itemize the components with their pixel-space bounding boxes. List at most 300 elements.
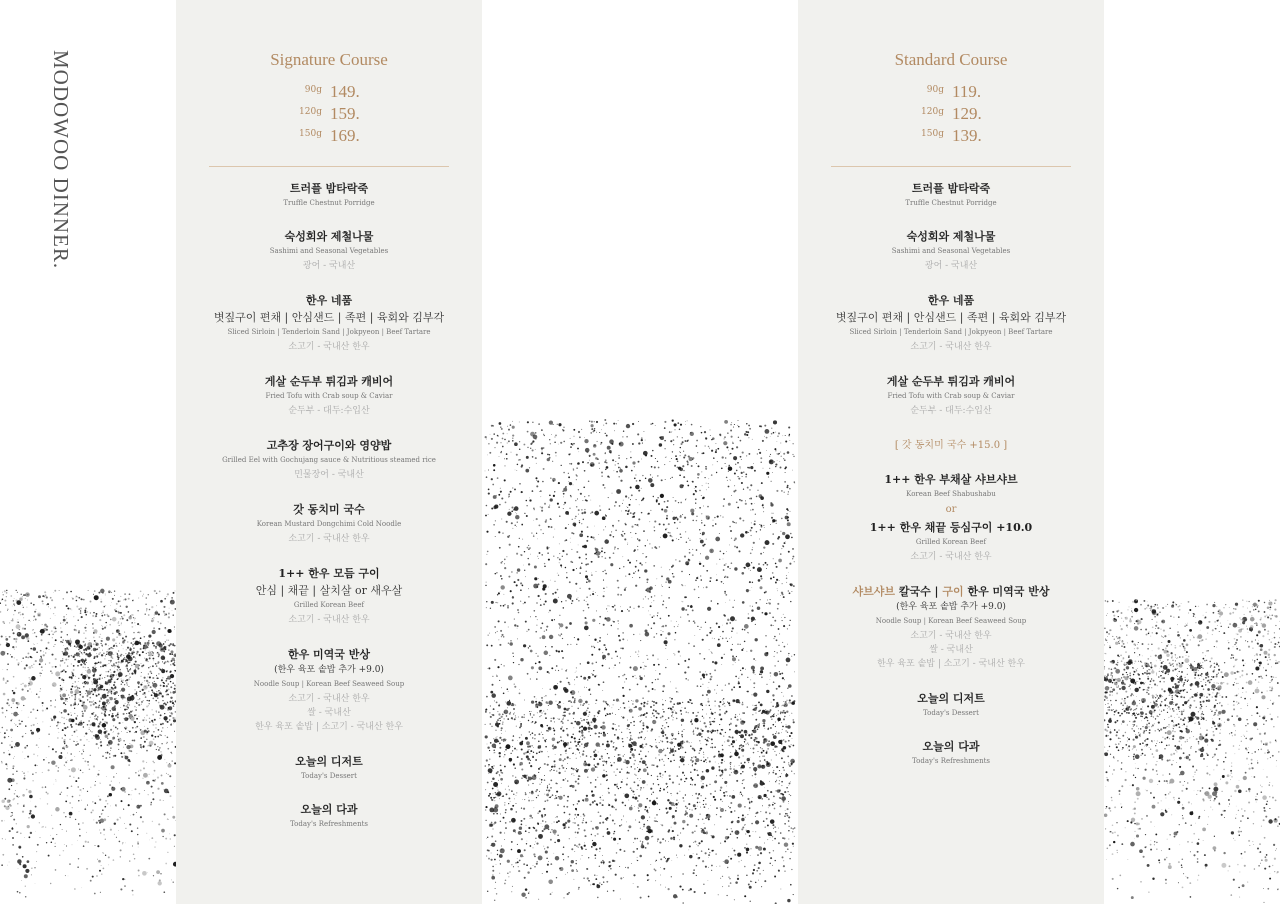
ink-dot: [650, 615, 651, 616]
ink-dot: [581, 726, 583, 728]
ink-dot: [752, 509, 754, 511]
ink-dot: [620, 877, 622, 879]
ink-dot: [669, 461, 670, 462]
ink-dot: [752, 549, 753, 550]
ink-dot: [743, 721, 745, 723]
ink-dot: [645, 589, 647, 591]
ink-dot: [654, 595, 655, 596]
ink-dot: [609, 668, 610, 669]
ink-dot: [784, 823, 786, 825]
ink-dot: [669, 569, 670, 570]
ink-dot: [693, 730, 694, 731]
ink-dot: [529, 711, 530, 712]
ink-dot: [553, 424, 554, 425]
ink-dot: [523, 565, 524, 566]
ink-dot: [92, 615, 94, 617]
ink-dot: [794, 481, 795, 482]
ink-dot: [516, 792, 517, 793]
ink-dot: [726, 563, 727, 564]
ink-dot: [123, 747, 124, 748]
ink-dot: [744, 641, 746, 643]
ink-dot: [735, 725, 737, 727]
ink-dot: [648, 598, 649, 599]
ink-dot: [714, 746, 716, 748]
ink-dot: [756, 870, 758, 872]
ink-dot: [601, 547, 603, 549]
ink-dot: [686, 807, 687, 808]
ink-dot: [769, 852, 771, 854]
ink-dot: [711, 474, 713, 476]
ink-dot: [708, 808, 709, 809]
ink-dot: [5, 716, 6, 717]
ink-dot: [549, 655, 550, 656]
ink-dot: [744, 624, 749, 629]
ink-dot: [706, 705, 707, 706]
ink-dot: [108, 645, 109, 646]
ink-dot: [717, 516, 719, 518]
ink-dot: [716, 574, 717, 575]
ink-dot: [672, 451, 673, 452]
ink-dot: [784, 542, 786, 544]
ink-dot: [97, 859, 98, 860]
ink-dot: [617, 783, 618, 784]
ink-dot: [637, 767, 638, 768]
ink-dot: [708, 880, 709, 881]
ink-dot: [606, 881, 608, 883]
ink-dot: [536, 625, 537, 626]
ink-dot: [531, 778, 532, 779]
ink-dot: [591, 721, 593, 723]
ink-dot: [698, 733, 701, 736]
ink-dot: [602, 655, 606, 659]
ink-dot: [638, 606, 640, 608]
ink-dot: [495, 536, 496, 537]
ink-dot: [557, 503, 559, 505]
ink-dot: [557, 424, 558, 425]
ink-dot: [492, 743, 497, 748]
ink-dot: [770, 857, 772, 859]
ink-dot: [102, 719, 104, 721]
ink-dot: [596, 885, 600, 889]
ink-dot: [772, 804, 774, 806]
ink-dot: [637, 857, 638, 858]
ink-dot: [762, 612, 764, 614]
ink-dot: [787, 688, 788, 689]
ink-dot: [77, 840, 78, 841]
ink-dot: [641, 843, 643, 845]
ink-dot: [628, 772, 629, 773]
ink-dot: [501, 783, 502, 784]
ink-dot: [767, 599, 768, 600]
ink-dot: [653, 565, 655, 567]
ink-dot: [792, 556, 794, 558]
ink-dot: [687, 614, 689, 616]
ink-dot: [559, 628, 560, 629]
ink-dot: [584, 511, 586, 513]
ink-dot: [755, 624, 756, 625]
ink-dot: [750, 855, 751, 856]
ink-dot: [755, 712, 756, 713]
ink-dot: [586, 711, 587, 712]
ink-dot: [750, 510, 751, 511]
ink-dot: [583, 486, 585, 488]
ink-dot: [788, 830, 789, 831]
ink-dot: [730, 755, 731, 756]
ink-dot: [507, 536, 509, 538]
ink-dot: [636, 678, 637, 679]
ink-dot: [697, 685, 699, 687]
ink-dot: [154, 719, 156, 721]
ink-dot: [590, 782, 592, 784]
ink-dot: [615, 747, 617, 749]
ink-dot: [56, 725, 57, 726]
ink-dot: [651, 455, 653, 457]
ink-dot: [750, 748, 751, 749]
ink-dot: [515, 717, 516, 718]
ink-dot: [651, 628, 652, 629]
ink-dot: [752, 763, 754, 765]
ink-dot: [653, 783, 654, 784]
ink-dot: [46, 842, 47, 843]
ink-dot: [167, 593, 169, 595]
ink-dot: [585, 564, 587, 566]
ink-dot: [72, 610, 73, 611]
ink-dot: [502, 446, 504, 448]
ink-dot: [694, 769, 696, 771]
ink-dot: [511, 790, 513, 792]
ink-dot: [771, 517, 773, 519]
ink-dot: [119, 841, 121, 843]
ink-dot: [625, 576, 626, 577]
ink-dot: [685, 421, 686, 422]
ink-dot: [763, 722, 765, 724]
ink-dot: [739, 714, 740, 715]
ink-dot: [657, 612, 658, 613]
ink-dot: [596, 662, 597, 663]
ink-dot: [629, 624, 633, 628]
ink-dot: [541, 715, 542, 716]
ink-dot: [549, 610, 551, 612]
ink-dot: [655, 818, 656, 819]
ink-dot: [648, 879, 649, 880]
ink-dot: [760, 852, 762, 854]
ink-dot: [688, 679, 689, 680]
ink-dot: [614, 605, 616, 607]
ink-dot: [500, 605, 502, 607]
ink-dot: [491, 714, 492, 715]
ink-dot: [490, 772, 492, 774]
ink-dot: [681, 724, 682, 725]
ink-dot: [696, 516, 697, 517]
ink-dot: [590, 756, 591, 757]
ink-dot: [738, 420, 739, 421]
ink-dot: [637, 784, 639, 786]
ink-dot: [696, 825, 698, 827]
ink-dot: [659, 546, 660, 547]
ink-dot: [643, 498, 645, 500]
ink-dot: [657, 497, 658, 498]
ink-dot: [622, 687, 624, 689]
ink-dot: [550, 787, 552, 789]
ink-dot: [781, 796, 786, 801]
ink-dot: [594, 428, 595, 429]
ink-dot: [87, 841, 89, 843]
ink-dot: [67, 787, 69, 789]
ink-dot: [635, 706, 637, 708]
ink-dot: [562, 719, 563, 720]
ink-dot: [121, 623, 122, 624]
ink-dot: [630, 748, 633, 751]
ink-dot: [615, 609, 616, 610]
ink-dot: [753, 682, 755, 684]
ink-dot: [508, 786, 509, 787]
ink-dot: [737, 425, 738, 426]
ink-dot: [607, 819, 608, 820]
ink-dot: [500, 778, 503, 781]
ink-dot: [755, 638, 758, 641]
ink-dot: [501, 519, 502, 520]
ink-dot: [504, 465, 505, 466]
ink-dot: [742, 629, 744, 631]
ink-dot: [715, 449, 717, 451]
ink-dot: [746, 848, 750, 852]
ink-dot: [766, 564, 768, 566]
ink-dot: [558, 820, 560, 822]
ink-dot: [101, 674, 102, 675]
ink-dot: [555, 783, 557, 785]
ink-dot: [48, 634, 50, 636]
ink-dot: [519, 459, 521, 461]
ink-dot: [621, 511, 622, 512]
ink-dot: [641, 500, 642, 501]
ink-dot: [533, 508, 534, 509]
ink-dot: [524, 602, 526, 604]
ink-dot: [708, 849, 709, 850]
ink-dot: [751, 587, 752, 588]
ink-dot: [740, 677, 741, 678]
ink-dot: [761, 676, 763, 678]
ink-dot: [692, 712, 694, 714]
ink-dot: [693, 645, 695, 647]
ink-dot: [581, 509, 582, 510]
ink-dot: [744, 825, 745, 826]
ink-dot: [620, 899, 621, 900]
ink-dot: [788, 551, 790, 553]
ink-dot: [152, 618, 153, 619]
ink-dot: [734, 567, 737, 570]
ink-dot: [739, 686, 741, 688]
ink-dot: [509, 700, 510, 701]
ink-dot: [650, 483, 654, 487]
ink-dot: [724, 591, 726, 593]
ink-dot: [744, 567, 746, 569]
ink-dot: [686, 460, 688, 462]
ink-dot: [527, 758, 530, 761]
ink-dot: [147, 682, 148, 683]
ink-dot: [553, 730, 555, 732]
ink-dot: [573, 752, 574, 753]
ink-dot: [653, 615, 655, 617]
ink-dot: [524, 513, 525, 514]
ink-dot: [104, 721, 106, 723]
ink-dot: [640, 677, 643, 680]
ink-dot: [691, 465, 693, 467]
ink-dot: [783, 458, 784, 459]
ink-dot: [690, 888, 692, 890]
ink-dot: [668, 523, 670, 525]
ink-dot: [607, 446, 611, 450]
ink-dot: [500, 720, 501, 721]
ink-dot: [549, 673, 550, 674]
ink-dot: [780, 452, 781, 453]
ink-dot: [517, 858, 518, 859]
ink-dot: [494, 447, 495, 448]
ink-dot: [33, 620, 34, 621]
ink-dot: [565, 626, 567, 628]
ink-dot: [611, 531, 612, 532]
ink-dot: [586, 687, 587, 688]
ink-dot: [606, 713, 608, 715]
ink-dot: [765, 429, 770, 434]
ink-dot: [649, 807, 650, 808]
ink-dot: [582, 461, 584, 463]
ink-dot: [110, 710, 111, 711]
ink-dot: [637, 433, 639, 435]
ink-dot: [625, 867, 626, 868]
ink-dot: [666, 860, 668, 862]
ink-dot: [553, 770, 554, 771]
ink-dot: [498, 713, 500, 715]
ink-dot: [552, 738, 556, 742]
ink-dot: [638, 570, 639, 571]
ink-dot: [568, 682, 570, 684]
ink-dot: [645, 666, 646, 667]
ink-dot: [558, 772, 560, 774]
ink-dot: [632, 423, 634, 425]
ink-dot: [502, 561, 503, 562]
ink-dot: [719, 550, 721, 552]
ink-dot: [779, 797, 781, 799]
ink-dot: [749, 489, 751, 491]
ink-dot: [573, 485, 574, 486]
ink-dot: [781, 692, 782, 693]
ink-dot: [613, 699, 615, 701]
ink-dot: [764, 612, 767, 615]
ink-dot: [578, 545, 579, 546]
ink-dot: [713, 850, 715, 852]
ink-dot: [519, 827, 522, 830]
ink-dot: [785, 440, 787, 442]
ink-dot: [671, 733, 674, 736]
ink-dot: [617, 843, 618, 844]
ink-dot: [13, 638, 14, 639]
ink-dot: [649, 543, 650, 544]
ink-dot: [569, 482, 572, 485]
ink-dot: [605, 514, 606, 515]
ink-dot: [489, 712, 490, 713]
ink-dot: [538, 578, 539, 579]
ink-dot: [700, 538, 701, 539]
ink-dot: [774, 751, 775, 752]
ink-dot: [683, 476, 685, 478]
ink-dot: [722, 638, 724, 640]
ink-dot: [784, 459, 786, 461]
ink-dot: [581, 846, 583, 848]
ink-dot: [16, 853, 18, 855]
ink-dot: [5, 839, 6, 840]
ink-dot: [687, 605, 689, 607]
ink-dot: [545, 521, 547, 523]
ink-dot: [640, 897, 642, 899]
ink-dot: [521, 716, 523, 718]
ink-dot: [550, 477, 552, 479]
ink-dot: [615, 809, 617, 811]
ink-dot: [622, 695, 624, 697]
ink-dot: [576, 644, 577, 645]
ink-dot: [669, 431, 671, 433]
ink-dot: [703, 717, 704, 718]
ink-dot: [734, 766, 735, 767]
ink-dot: [630, 738, 631, 739]
ink-dot: [494, 900, 495, 901]
ink-dot: [559, 741, 560, 742]
ink-dot: [728, 806, 729, 807]
ink-dot: [626, 822, 627, 823]
ink-dot: [726, 786, 727, 787]
ink-dot: [658, 754, 659, 755]
ink-dot: [576, 479, 577, 480]
ink-dot: [661, 824, 663, 826]
ink-dot: [77, 867, 78, 868]
ink-dot: [733, 686, 735, 688]
ink-dot: [642, 722, 644, 724]
ink-dot: [724, 615, 726, 617]
ink-dot: [680, 502, 682, 504]
ink-dot: [649, 817, 650, 818]
ink-dot: [676, 691, 678, 693]
ink-dot: [532, 422, 533, 423]
ink-dot: [659, 790, 661, 792]
ink-dot: [569, 785, 571, 787]
ink-dot: [25, 598, 26, 599]
ink-dot: [544, 565, 546, 567]
ink-dot: [614, 831, 616, 833]
ink-dot: [608, 870, 609, 871]
ink-dot: [618, 623, 619, 624]
ink-dot: [547, 671, 549, 673]
ink-dot: [601, 475, 602, 476]
ink-dot: [530, 554, 531, 555]
ink-dot: [652, 720, 656, 724]
ink-dot: [680, 656, 681, 657]
ink-dot: [618, 455, 619, 456]
ink-dot: [530, 734, 531, 735]
ink-dot: [745, 476, 747, 478]
ink-dot: [584, 743, 588, 747]
ink-dot: [706, 483, 707, 484]
ink-dot: [790, 440, 791, 441]
ink-dot: [729, 774, 731, 776]
ink-dot: [748, 633, 749, 634]
ink-dot: [496, 721, 498, 723]
ink-dot: [559, 867, 561, 869]
ink-dot: [504, 802, 505, 803]
ink-dot: [753, 542, 755, 544]
ink-dot: [552, 745, 554, 747]
ink-dot: [606, 774, 608, 776]
ink-dot: [752, 439, 753, 440]
ink-dot: [611, 443, 613, 445]
